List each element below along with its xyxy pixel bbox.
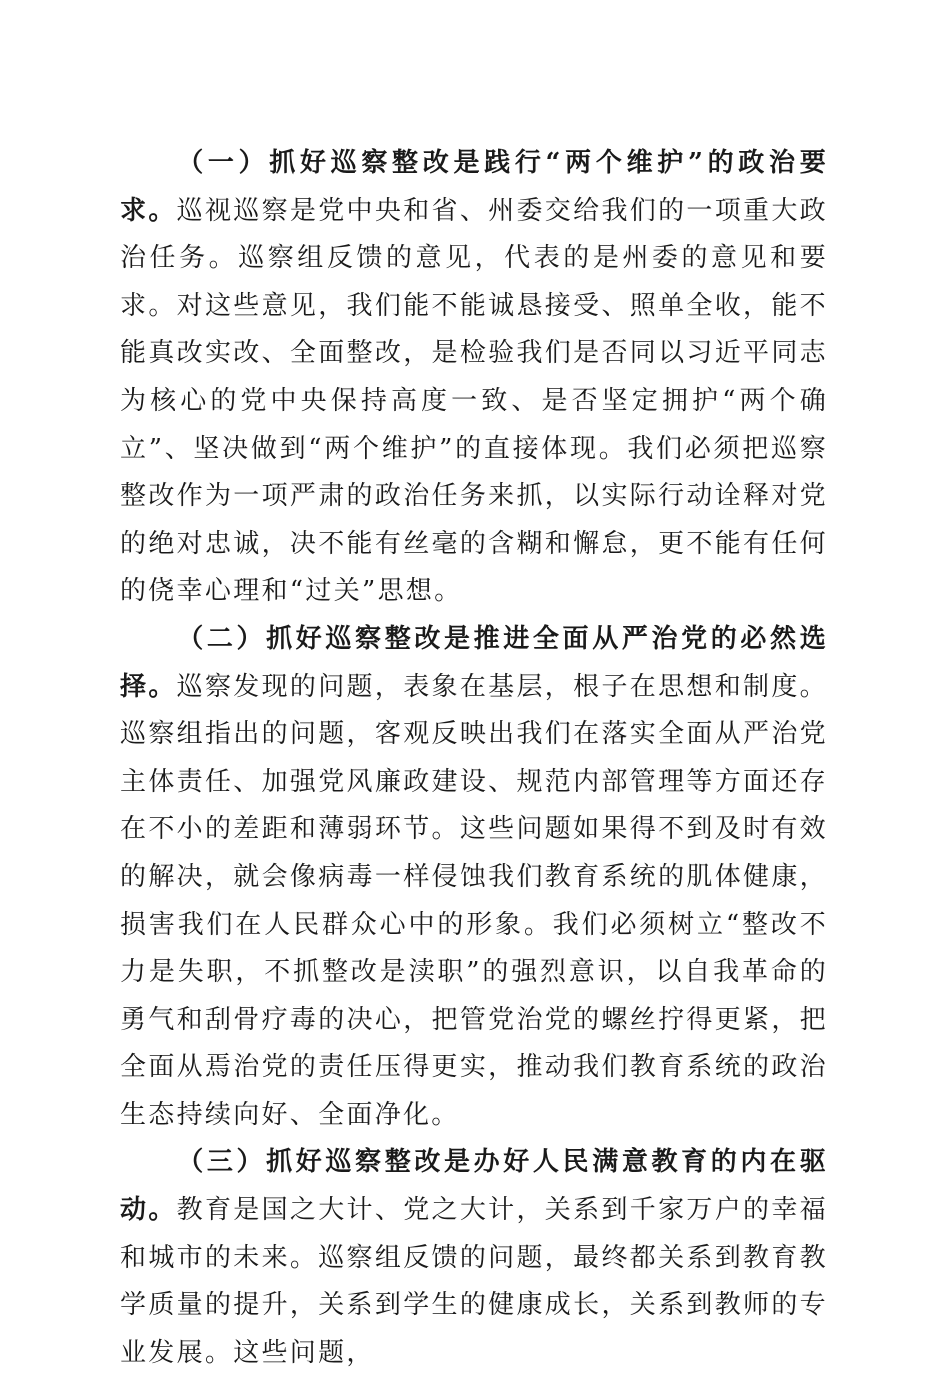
paragraph-3-heading: （三）抓好巡察整改是办好人民满意教育的内在驱动。 [120, 1147, 828, 1226]
paragraph-1-heading: （一）抓好巡察整改是践行“两个维护”的政治要求。 [120, 148, 828, 226]
paragraph-3 [120, 1139, 828, 1377]
paragraph-2-body: 巡察发现的问题，表象在基层，根子在思想和制度。巡察组指出的问题，客观反映出我们在落实全面从严治党主体责任、加强党风廉政建设、规范内部管理等方面还存在不小的差距和薄弱环节。这些问题如果得不到及时有效的解决，就会像病毒一样侵蚀我们教育系统的肌体健康，损害我们在人民群众心中的形象。我们必须树立“整改不力是失职，不抓整改是渎职”的强烈意识，以自我革命的勇气和刮骨疗毒的决心，把管党治党的螺丝拧得更紧，把全面从焉治党的责任压得更实，推动我们教育系统的政治生态持续向好、全面净化。 [120, 671, 828, 1130]
document-body [120, 140, 828, 1377]
paragraph-1-body: 巡视巡察是党中央和省、州委交给我们的一项重大政治任务。巡察组反馈的意见，代表的是州委的意见和要求。对这些意见，我们能不能诚恳接受、照单全收，能不能真改实改、全面整改，是检验我们是否同以习近平同志为核心的党中央保持高度一致、是否坚定拥护“两个确立”、坚决做到“两个维护”的直接体现。我们必须把巡察整改作为一项严肃的政治任务来抓，以实际行动诠释对党的绝对忠诚，决不能有丝毫的含糊和懈怠，更不能有任何的侥幸心理和“过关”思想。 [120, 195, 828, 607]
paragraph-3-body: 教育是国之大计、党之大计，关系到千家万户的幸福和城市的未来。巡察组反馈的问题，最终都关系到教育教学质量的提升，关系到学生的健康成长，关系到教师的专业发展。这些问题， [120, 1195, 828, 1368]
paragraph-2-heading: （二）抓好巡察整改是推进全面从严治党的必然选择。 [120, 623, 828, 702]
paragraph-2 [120, 616, 828, 1140]
paragraph-1 [120, 140, 828, 616]
